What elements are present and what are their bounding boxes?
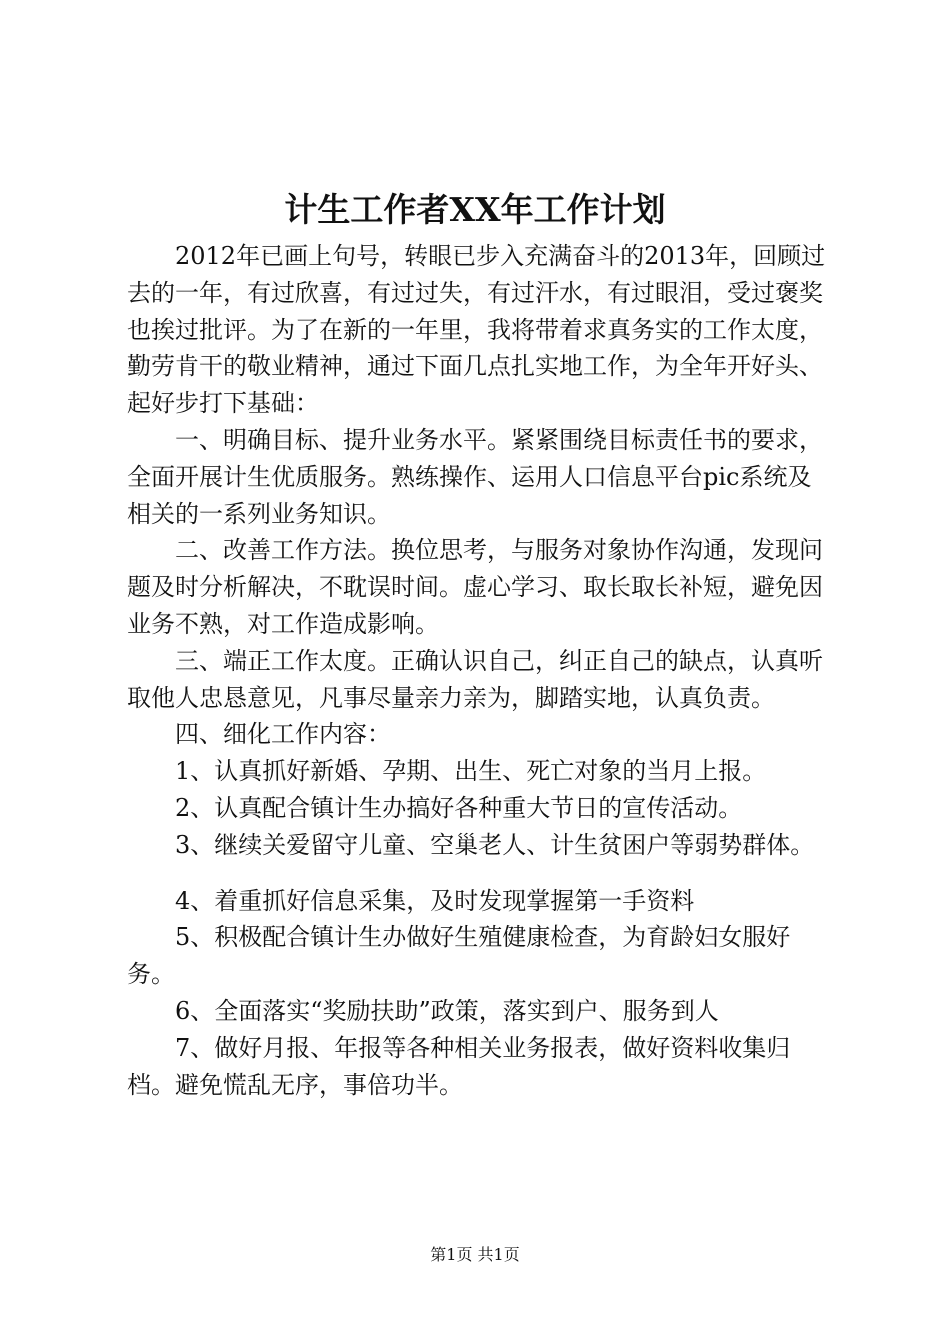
list-item-5: 5、积极配合镇计生办做好生殖健康检查，为育龄妇女服好务。 [127,923,791,989]
page-footer: 第1页 共1页 [430,1245,520,1264]
blank-line [127,864,827,883]
paragraph-section-3: 三、端正工作太度。正确认识自己，纠正自己的缺点，认真听取他人忠恳意见，凡事尽量亲力亲为，脚踏实地，认真负责。 [127,646,823,712]
list-item-4: 4、着重抓好信息采集，及时发现掌握第一手资料 [175,886,695,915]
document-title: 计生工作者XX年工作计划 [284,190,666,229]
list-item-1: 1、认真抓好新婚、孕期、出生、死亡对象的当月上报。 [175,757,767,786]
paragraph-intro: 2012年已画上句号，转眼已步入充满奋斗的2013年，回顾过去的一年，有过欣喜，有过过失，有过汗水，有过眼泪，受过褒奖也挨过批评。为了在新的一年里，我将带着求真务实的工作太度，勤劳肯干的敬业精神，通过下面几点扎实地工作，为全年开好头、起好步打下基础： [127,242,826,418]
list-item-7: 7、做好月报、年报等各种相关业务报表，做好资料收集归档。避免慌乱无序，事倍功半。 [127,1033,791,1099]
paragraph-section-1: 一、明确目标、提升业务水平。紧紧围绕目标责任书的要求，全面开展计生优质服务。熟练操作、运用人口信息平台pic系统及相关的一系列业务知识。 [127,425,823,528]
list-item-2: 2、认真配合镇计生办搞好各种重大节日的宣传活动。 [175,793,743,822]
list-item-3: 3、继续关爱留守儿童、空巢老人、计生贫困户等弱势群体。 [175,830,815,859]
list-item-6: 6、全面落实“奖励扶助”政策，落实到户、服务到人 [175,996,719,1025]
paragraph-section-4-heading: 四、细化工作内容： [175,720,391,749]
document-body [127,238,827,1103]
paragraph-section-2: 二、改善工作方法。换位思考，与服务对象协作沟通，发现问题及时分析解决，不耽误时间。虚心学习、取长取长补短，避免因业务不熟，对工作造成影响。 [127,536,823,638]
